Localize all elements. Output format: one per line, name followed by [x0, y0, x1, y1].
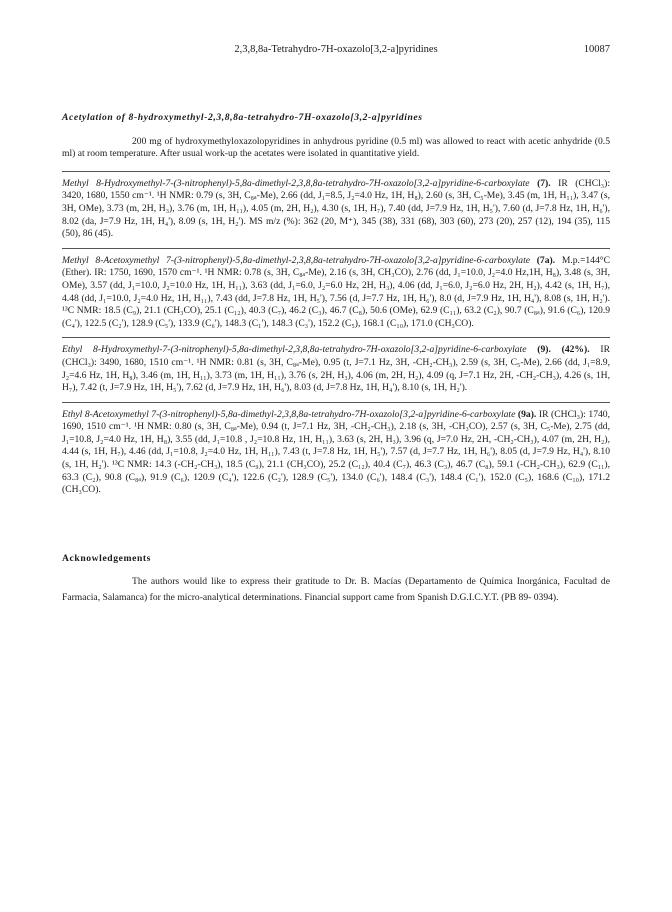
running-title: 2,3,8,8a-Tetrahydro-7H-oxazolo[3,2-a]pyridines [234, 44, 438, 55]
compound-data: IR (CHCl₃): 1740, 1690, 1510 cm⁻¹. ¹H NMR: 0.80 (s, 3H, C₈ₐ-Me), 0.94 (t, J=7.1 Hz, 3H, -CH₂-CH₃), 2.18 (s, 3H, -CH₃CO), 2.57 (s, 3H, C₅-Me), 2.75 (dd, J₁=10.8, J₂=4.0 Hz, 1H, H₈), 3.55 (dd, J₁=10.8 , J₂=10.8 Hz, 1H, H₁₁), 3.63 (s, 2H, H₃), 3.96 (q, J=7.0 Hz, 2H, -CH₂-CH₃), 4.07 (m, 2H, H₂), 4.44 (s, 1H, H₇), 4.46 (dd, J₁=10.8, J₂=4.0 Hz, 1H, H₁₁), 7.43 (t, J=7.8 Hz, 1H, H₅'), 7.57 (d, J=7.7 Hz, 1H, H₆'), 8.05 (d, J=7.9 Hz, H₄'), 8.10 (s, 1H, H₂'). ¹³C NMR: 14.3 (-CH₂-CH₃), 18.5 (C₉), 21.1 (CH₃CO), 25.2 (C₁₂), 40.4 (C₇), 46.3 (C₃), 46.7 (C₈), 59.1 (-CH₂-CH₃), 62.9 (C₁₁), 63.3 (C₂), 90.8 (C₈ₐ), 91.9 (C₆), 120.9 (C₄'), 122.6 (C₂'), 128.9 (C₅'), 134.0 (C₆'), 148.4 (C₃'), 148.4 (C₁'), 152.0 (C₅), 168.6 (C₁₀), 171.2 (CH₃CO). [62, 408, 610, 496]
running-header [62, 44, 610, 60]
compound-entry [62, 337, 610, 394]
compound-name: Ethyl 8-Acetoxymethyl 7-(3-nitrophenyl)-5,8a-dimethyl-2,3,8,8a-tetrahydro-7H-oxazolo[3,2-a]pyridine-6-carboxylate [62, 408, 516, 420]
compound-entry [62, 402, 610, 497]
compound-number: (7). [537, 177, 551, 189]
compound-number: (7a). [536, 254, 556, 266]
section-heading: Acetylation of 8-hydroxymethyl-2,3,8,8a-tetrahydro-7H-oxazolo[3,2-a]pyridines [62, 112, 423, 123]
compound-name: Methyl 8-Hydroxymethyl-7-(3-nitrophenyl)-5,8a-dimethyl-2,3,8,8a-tetrahydro-7H-oxazolo[3,2-a]pyridine-6-carboxylate [62, 177, 530, 189]
acknowledgements-heading: Acknowledgements [62, 552, 152, 564]
page-number: 10087 [583, 44, 610, 55]
compound-number: (9a). [517, 408, 537, 420]
article-body [62, 112, 610, 606]
compound-name: Methyl 8-Acetoxymethyl 7-(3-nitrophenyl)-5,8a-dimethyl-2,3,8,8a-tetrahydro-7H-oxazolo[3,2-a]pyridine-6-carboxylate [62, 254, 530, 266]
acknowledgements-text: The authors would like to express their gratitude to Dr. B. Macías (Departamento de Química Inorgánica, Facultad de Farmacia, Salamanca) for the micro-analytical determinations. Financial support came from Spanish D.G.I.C.Y.T. (PB 89- 0394). [62, 576, 610, 604]
compound-data: IR (CHCl₃): 3420, 1680, 1550 cm⁻¹. ¹H NMR: 0.79 (s, 3H, C₈ₐ-Me), 2.66 (dd, J₁=8.5, J₂=4.0 Hz, 1H, H₈), 2.60 (s, 3H, C₅-Me), 3.45 (m, 1H, H₁₁), 3.47 (s, 3H, OMe), 3.73 (m, 2H, H₃), 3.76 (m, 1H, H₁₁), 4.05 (m, 2H, H₂), 4.30 (s, 1H, H₇), 7.40 (dd, J=7.9 Hz, 1H, H₅'), 7.60 (d, J=7.8 Hz, 1H, H₆'), 8.02 (da, J=7.9 Hz, 1H, H₄'), 8.09 (s, 1H, H₂'). MS m/z (%): 362 (20, M⁺), 345 (38), 331 (68), 303 (60), 273 (20), 257 (12), 194 (35), 115 (50), 86 (45). [62, 177, 610, 240]
compound-data: IR (CHCl₃): 3490, 1680, 1510 cm⁻¹. ¹H NMR: 0.81 (s, 3H, C₈ₐ-Me), 0.95 (t, J=7.1 Hz, 3H, -CH₂-CH₃), 2.59 (s, 3H, C₅-Me), 2.66 (dd, J₁=8.9, J₂=4.6 Hz, 1H, H₈), 3.46 (m, 1H, H₁₁), 3.73 (m, 1H, H₁₁), 3.76 (s, 2H, H₃), 4.06 (m, 2H, H₂), 4.09 (q, J=7.1 Hz, 2H, -CH₂-CH₃), 4.26 (s, 1H, H₇), 7.42 (t, J=7.9 Hz, 1H, H₅'), 7.62 (d, J=7.9 Hz, 1H, H₆'), 8.03 (d, J=7.8 Hz, 1H, H₄'), 8.10 (s, 1H, H₂'). [62, 344, 610, 394]
compound-number: (9). (42%). [537, 344, 590, 356]
compound-name: Ethyl 8-Hydroxymethyl-7-(3-nitrophenyl)-5,8a-dimethyl-2,3,8,8a-tetrahydro-7H-oxazolo[3,2-a]pyridine-6-carboxylate [62, 344, 527, 356]
compound-data: M.p.=144°C (Ether). IR: 1750, 1690, 1570 cm⁻¹. ¹H NMR: 0.78 (s, 3H, C₈ₐ-Me), 2.16 (s, 3H, CH₃CO), 2.76 (dd, J₁=10.0, J₂=4.0 Hz,1H, H₈), 3.48 (s, 3H, OMe), 3.57 (dd, J₁=10.0, J₂=10.0 Hz, 1H, H₁₁), 3.63 (dd, J₁=6.0, J₂=6.0 Hz, 2H, H₃), 4.06 (dd, J₁=6.0, J₂=6.0 Hz, 2H, H₂), 4.42 (s, 1H, H₇), 4.48 (dd, J₁=10.0, J₂=4.0 Hz, 1H, H₁₁), 7.43 (dd, J=7.8 Hz, 1H, H₅'), 7.56 (d, J=7.7 Hz, 1H, H₆'), 8.0 (d, J=7.9 Hz, 1H, H₄'), 8.08 (s, 1H, H₂'). ¹³C NMR: 18.5 (C₉), 21.1 (CH₃CO), 25.1 (C₁₂), 40.3 (C₇), 46.2 (C₃), 46.7 (C₈), 50.6 (OMe), 62.9 (C₁₁), 63.2 (C₂), 90.7 (C₈ₐ), 91.6 (C₆), 120.9 (C₄'), 122.5 (C₂'), 128.9 (C₅'), 133.9 (C₆'), 148.3 (C₁'), 148.3 (C₃'), 152.2 (C₅), 168.1 (C₁₀), 171.0 (CH₃CO). [62, 254, 610, 329]
compound-entry [62, 248, 610, 331]
compound-entry [62, 171, 610, 241]
procedure-paragraph: 200 mg of hydroxymethyloxazolopyridines in anhydrous pyridine (0.5 ml) was allowed to react with acetic anhydride (0.5 ml) at room temperature. After usual work-up the acetates were isolated in quantitative yield. [62, 135, 610, 160]
